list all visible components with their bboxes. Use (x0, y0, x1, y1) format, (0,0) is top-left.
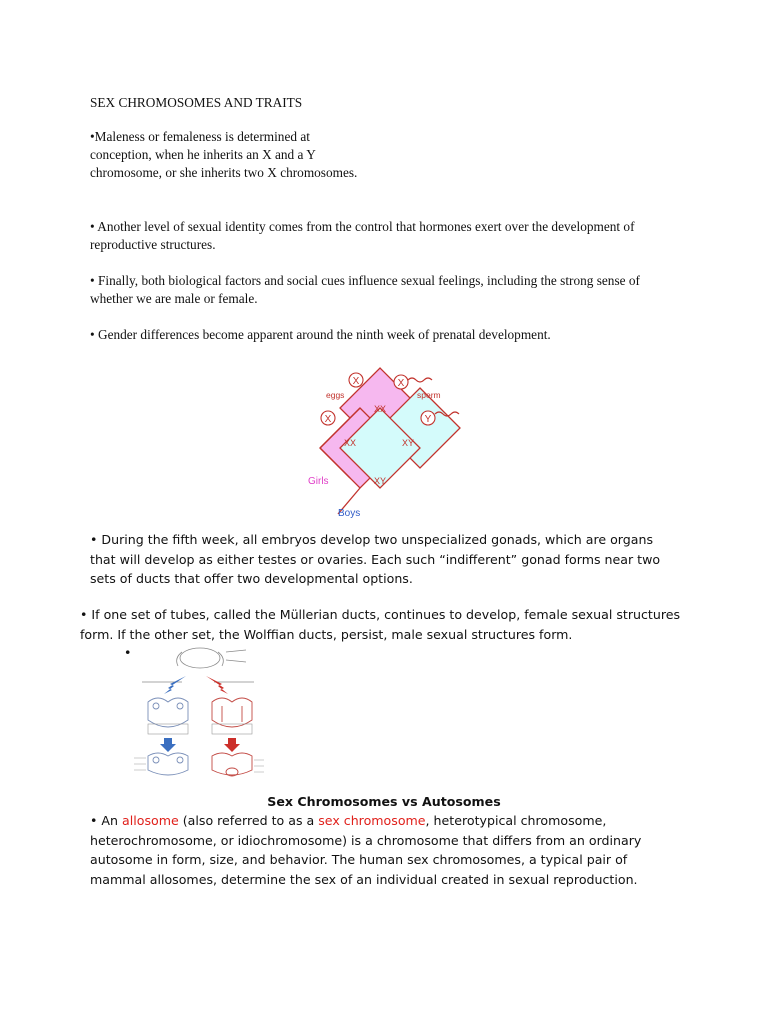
cell-label-xx-left: XX (343, 438, 357, 448)
sperm-x: X (397, 378, 405, 389)
label-eggs: eggs (326, 390, 345, 400)
label-boys: Boys (338, 508, 361, 519)
duct-development-diagram (134, 642, 264, 780)
egg-x-left: X (324, 414, 332, 425)
section-heading: Sex Chromosomes vs Autosomes (267, 794, 501, 809)
allosome-paragraph (90, 811, 680, 889)
bullet-sex-determination: •Maleness or femaleness is determined at conception, when he inherits an X and a Y chromosome, or she inherits two X chromosomes. (90, 129, 358, 180)
allosome-text-2: (also referred to as a (178, 813, 319, 828)
cell-label-xy-bottom: XY (373, 476, 387, 486)
allosome-text-1: • An (90, 813, 123, 828)
allosome-text-3: , heterotypical chromosome, heterochromosome, or idiochromosome) is a chromosome that differs from an ordinary autosome in form, size, and behavior. The human sex chromosomes, a typical pair of mammal allosomes, determine the sex of an individual created in sexual reproduction. (90, 813, 642, 887)
bullet-ninth-week: • Gender differences become apparent around the ninth week of prenatal development. (90, 327, 551, 342)
label-girls: Girls (308, 476, 329, 487)
bullet-mullerian-wolffian: • If one set of tubes, called the Müllerian ducts, continues to develop, female sexual structures form. If the other set, the Wolffian ducts, persist, male sexual structures form. (80, 607, 681, 642)
cell-label-xy-right: XY (401, 438, 415, 448)
document-title: SEX CHROMOSOMES AND TRAITS (90, 95, 303, 110)
label-sperm: sperm (417, 390, 441, 400)
egg-x-top: X (352, 376, 360, 387)
bullet-hormones: • Another level of sexual identity comes from the control that hormones exert over the development of reproductive structures. (90, 219, 635, 252)
cell-label-xx-top: XX (373, 404, 387, 414)
bullet-biological-social: • Finally, both biological factors and social cues influence sexual feelings, including the strong sense of whether we are male or female. (90, 273, 640, 306)
sex-chromosome-term: sex chromosome (318, 813, 426, 828)
bullet-empty: • (124, 645, 132, 660)
allosome-term: allosome (122, 813, 179, 828)
sperm-y: Y (424, 414, 432, 425)
sex-chromosome-diagram (300, 362, 470, 522)
bullet-fifth-week: • During the fifth week, all embryos develop two unspecialized gonads, which are organs that will develop as either testes or ovaries. Each such “indifferent” gonad forms near two sets of ducts that offer two developmental options. (90, 532, 661, 586)
